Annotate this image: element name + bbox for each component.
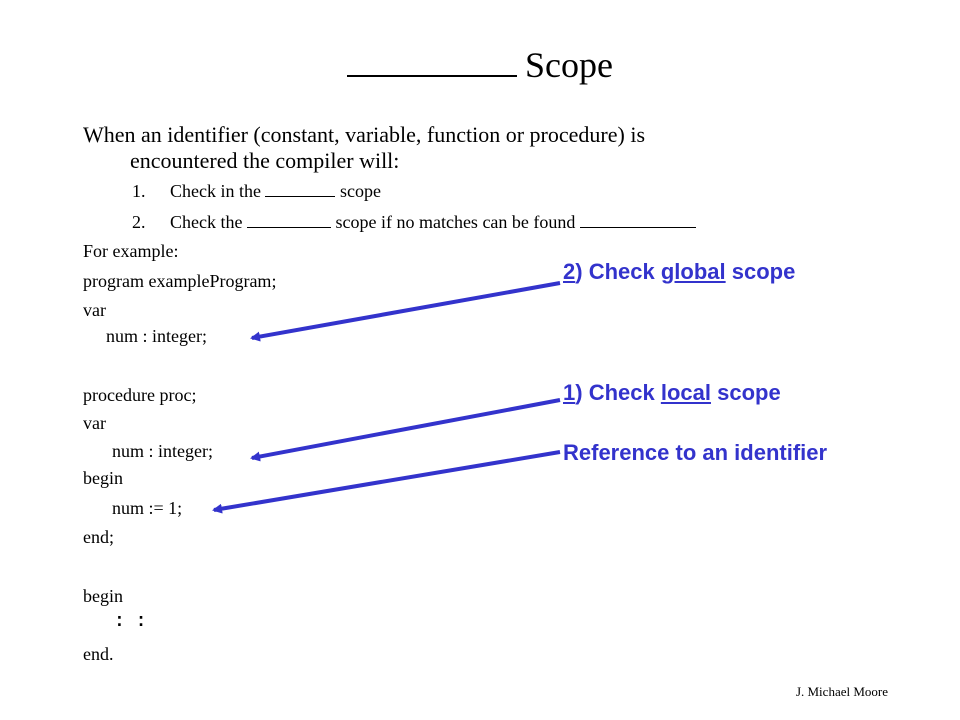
step-2-number: 2. [132, 212, 146, 232]
step-1-number: 1. [132, 181, 146, 201]
arrow-to-identifier-reference [214, 452, 560, 510]
annotation-local-num: 1 [563, 380, 576, 405]
code-line-proc-begin: begin [83, 468, 123, 488]
annotation-local-key: local [660, 380, 711, 405]
intro-line-2: encountered the compiler will: [130, 148, 400, 173]
step-1-before: Check in the [170, 181, 261, 201]
annotation-global-key: global [660, 259, 726, 284]
annotation-local-pre: ) Check [575, 380, 661, 405]
annotation-global-num: 2 [563, 259, 576, 284]
annotation-reference: Reference to an identifier [563, 440, 828, 465]
step-2-middle: scope if no matches can be found [335, 212, 576, 232]
code-line-proc-end: end; [83, 527, 114, 547]
annotation-global-post: scope [725, 259, 796, 284]
code-line-program: program exampleProgram; [83, 271, 277, 291]
code-line-procedure: procedure proc; [83, 385, 197, 405]
author-footer: J. Michael Moore [795, 684, 888, 699]
code-line-main-begin: begin [83, 586, 123, 606]
example-label: For example: [83, 241, 179, 261]
code-line-main-end: end. [83, 644, 114, 664]
arrow-to-local-declaration [252, 400, 560, 458]
annotation-local-post: scope [710, 380, 781, 405]
code-line-assignment: num := 1; [112, 498, 183, 518]
code-line-local-decl: num : integer; [112, 441, 213, 461]
code-line-proc-var: var [83, 413, 106, 433]
code-line-ellipsis: : : [114, 612, 147, 632]
code-line-global-decl: num : integer; [106, 326, 207, 346]
step-1-after: scope [339, 181, 381, 201]
annotation-global-pre: ) Check [575, 259, 661, 284]
code-line-var: var [83, 300, 106, 320]
intro-line-1: When an identifier (constant, variable, function or procedure) is [83, 122, 645, 147]
title-word: Scope [525, 45, 613, 85]
step-2-before: Check the [170, 212, 243, 232]
arrow-to-global-declaration [252, 283, 560, 338]
